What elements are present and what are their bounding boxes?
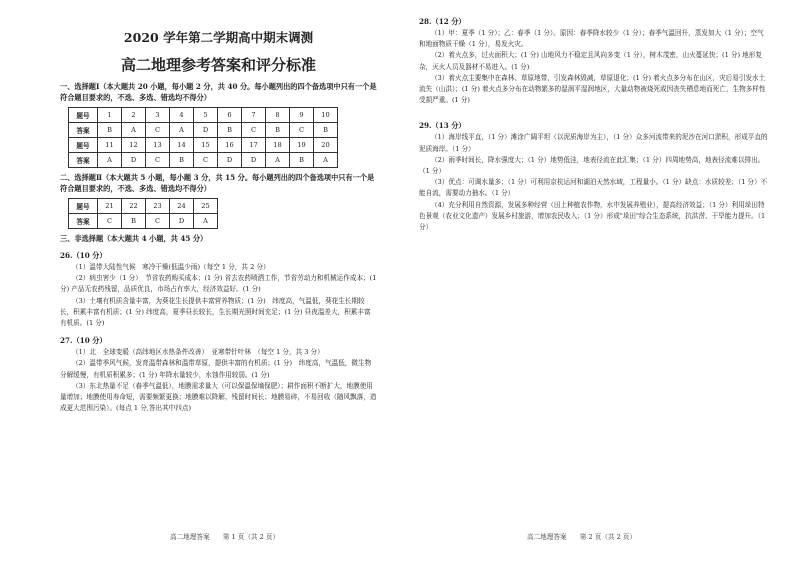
q27-answer-3: （3）东北热量不足（春季气温低），地膜需求量大（可以保温保墒保肥）；耕作面积不断扩大，地膜使用量增加；地膜使用寿命短，需要频繁更换；地膜难以降解，残留时间长；地膜易碎，不易回收（随风飘落，造成更大范围污染）。(每点 1 分,答出其中四点): [60, 381, 377, 413]
section3-heading: 三、非选择题（本大题共 4 小题，共 45 分）: [60, 234, 208, 243]
table-cell: D: [218, 153, 242, 168]
section2-answer-table: [68, 198, 218, 229]
q29-answer-3: （3）优点：可调水量多；（1 分）可利用京杭运河和湖泊天然水域，工程量小。（1 分）缺点：水质较差；（1 分）不能自流，需要动力抽水。（1 分）: [419, 178, 768, 198]
section1-answer-table: [68, 107, 338, 168]
q26-answer-2: （2）病虫害少（1 分） 节省农药购买成本；(1 分) 省去农药喷洒工作，节省劳动力和机械运作成本；(1 分) 产品无农药残留，品质优良，市场占有率大，经济效益好。(1 分): [60, 274, 377, 294]
q28-answer-3: （3）着火点主要集中在森林、草原地带，引发森林毁减，草原退化；(1 分) 着火点多分布在山区，灾后易引发水土流失（山洪）；(1 分) 着火点多分布在动物繁多的湿润平湿润地区，大量动物被烧死或因丧失栖息地而死亡，生物多样性受损严重。(1 分): [419, 73, 766, 105]
table-cell: B: [266, 123, 290, 138]
q27-header: 27.（10 分）: [60, 336, 107, 346]
q29-answer-1: （1）海岸线平直，（1 分）滩涂广阔平坦（以泥质海岸为主），（1 分）众多河流带来的泥沙在河口淤积，形成平直的泥质海岸。（1 分）: [419, 133, 768, 153]
section2-heading: 二、选择题Ⅱ（本大题共 5 小题，每小题 3 分，共 15 分。每小题列出的四个备选项中只有一个是符合题目要求的，不选、多选、错选均不得分）: [60, 173, 375, 193]
table-cell: 25: [194, 199, 218, 214]
table-cell: D: [122, 153, 146, 168]
page-2: [397, 0, 794, 561]
table-cell: A: [98, 153, 122, 168]
page-footer: 高二地理答案 第 2 页（共 2 页）: [527, 533, 637, 541]
q29-header: 29.（13 分）: [419, 121, 466, 131]
table-cell: 20: [314, 138, 338, 153]
table-cell: 8: [266, 108, 290, 123]
table-cell: B: [218, 123, 242, 138]
table-cell: B: [122, 214, 146, 229]
q29-answer-2: （2）雨季时间长，降水强度大；（1 分）地势低洼，地表径流在此汇集；（1 分）四周地势高，地表径流难以排出。（1 分）: [419, 155, 765, 176]
table-label: 答案: [69, 153, 98, 168]
table-cell: 15: [194, 138, 218, 153]
table-cell: 19: [290, 138, 314, 153]
table-cell: C: [290, 123, 314, 138]
table-cell: C: [98, 214, 122, 229]
q28-answer-1: （1）甲：夏季（1 分）；乙：春季（1 分）。原因：春季降水较少（1 分）；春季气温回升，蒸发加大（1 分）；空气和地面物质干燥（1 分），易发火灾。: [419, 29, 764, 49]
table-cell: C: [242, 123, 266, 138]
table-cell: 18: [266, 138, 290, 153]
table-cell: 23: [146, 199, 170, 214]
table-cell: 2: [122, 108, 146, 123]
table-cell: C: [146, 153, 170, 168]
table-cell: B: [314, 123, 338, 138]
table-cell: B: [98, 123, 122, 138]
table-cell: 1: [98, 108, 122, 123]
table-cell: A: [194, 214, 218, 229]
answer-title: 高二地理参考答案和评分标准: [120, 56, 316, 74]
table-label: 题号: [69, 108, 98, 123]
table-cell: 12: [122, 138, 146, 153]
q28-header: 28.（12 分）: [419, 17, 466, 26]
table-cell: 22: [122, 199, 146, 214]
q27-answer-1: （1）北 全球变暖（高纬地区水热条件改善） 亚寒带针叶林 （每空 1 分，共 3 分）: [72, 348, 324, 357]
q26-answer-1: （1）温带大陆性气候 寒冷干燥(低温少雨)（每空 1 分，共 2 分）: [72, 263, 270, 271]
table-cell: 11: [98, 138, 122, 153]
table-cell: 6: [218, 108, 242, 123]
table-label: 答案: [69, 123, 98, 138]
table-cell: 9: [290, 108, 314, 123]
q28-answer-2: （2）着火点多，过火面积大；(1 分) 山地风力不稳定且风向多变（1 分），树木茂密，山火蔓延快；(1 分) 地形复杂，灭火人员及器材不易进入。(1 分): [419, 51, 762, 71]
q29-answer-4: （4）充分利用自然资源，发展多种经营（田上种植农作物，水中发展养殖业），提高经济效益；（1 分）利用垛田特色景观（农业文化遗产）发展乡村旅游，增加农民收入；（1 分）形成"垛田"综合生态系统，抗洪涝、干旱能力提升。（1 分）: [419, 200, 766, 232]
table-cell: 7: [242, 108, 266, 123]
table-cell: 17: [242, 138, 266, 153]
table-cell: 10: [314, 108, 338, 123]
table-cell: B: [290, 153, 314, 168]
table-cell: 24: [170, 199, 194, 214]
table-cell: A: [122, 123, 146, 138]
table-cell: C: [146, 214, 170, 229]
table-cell: 14: [170, 138, 194, 153]
table-cell: D: [242, 153, 266, 168]
table-cell: 3: [146, 108, 170, 123]
q26-answer-3: （3）土壤有机质含量丰富，为葵花生长提供丰富营养物质；(1 分) 纬度高，气温低，葵花生长期较长，积累丰富有机质；(1 分) 纬度高，夏季昼长较长，生长期光照时间充足；(1 分) 昼夜温差大，积累丰富有机质。(1 分): [60, 296, 371, 328]
table-label: 题号: [69, 138, 98, 153]
table-cell: C: [194, 153, 218, 168]
table-cell: C: [146, 123, 170, 138]
table-cell: 4: [170, 108, 194, 123]
table-cell: A: [266, 153, 290, 168]
page-footer: 高二地理答案 第 1 页（共 2 页）: [170, 533, 280, 541]
table-cell: 21: [98, 199, 122, 214]
table-cell: 13: [146, 138, 170, 153]
table-cell: 5: [194, 108, 218, 123]
table-label: 题号: [69, 199, 98, 214]
q26-header: 26.（10 分）: [60, 251, 107, 260]
exam-title: 2020 学年第二学期高中期末调测: [123, 30, 314, 45]
table-cell: B: [170, 153, 194, 168]
table-label: 答案: [69, 214, 98, 229]
table-cell: D: [170, 214, 194, 229]
table-cell: D: [194, 123, 218, 138]
table-cell: 16: [218, 138, 242, 153]
q27-answer-2: （2）温带季风气候，发育温带森林和温带草原，提供丰富的有机质；(1 分) 纬度高，气温低，微生物分解缓慢，有机质积累多；(1 分) 年降水量较少，水蚀作用较弱。(1 分): [60, 359, 372, 379]
table-cell: A: [170, 123, 194, 138]
table-cell: A: [314, 153, 338, 168]
section1-heading: 一、选择题Ⅰ（本大题共 20 小题，每小题 2 分，共 40 分。每小题列出的四个备选项中只有一个是符合题目要求的，不选、多选、错选均不得分）: [60, 82, 377, 102]
